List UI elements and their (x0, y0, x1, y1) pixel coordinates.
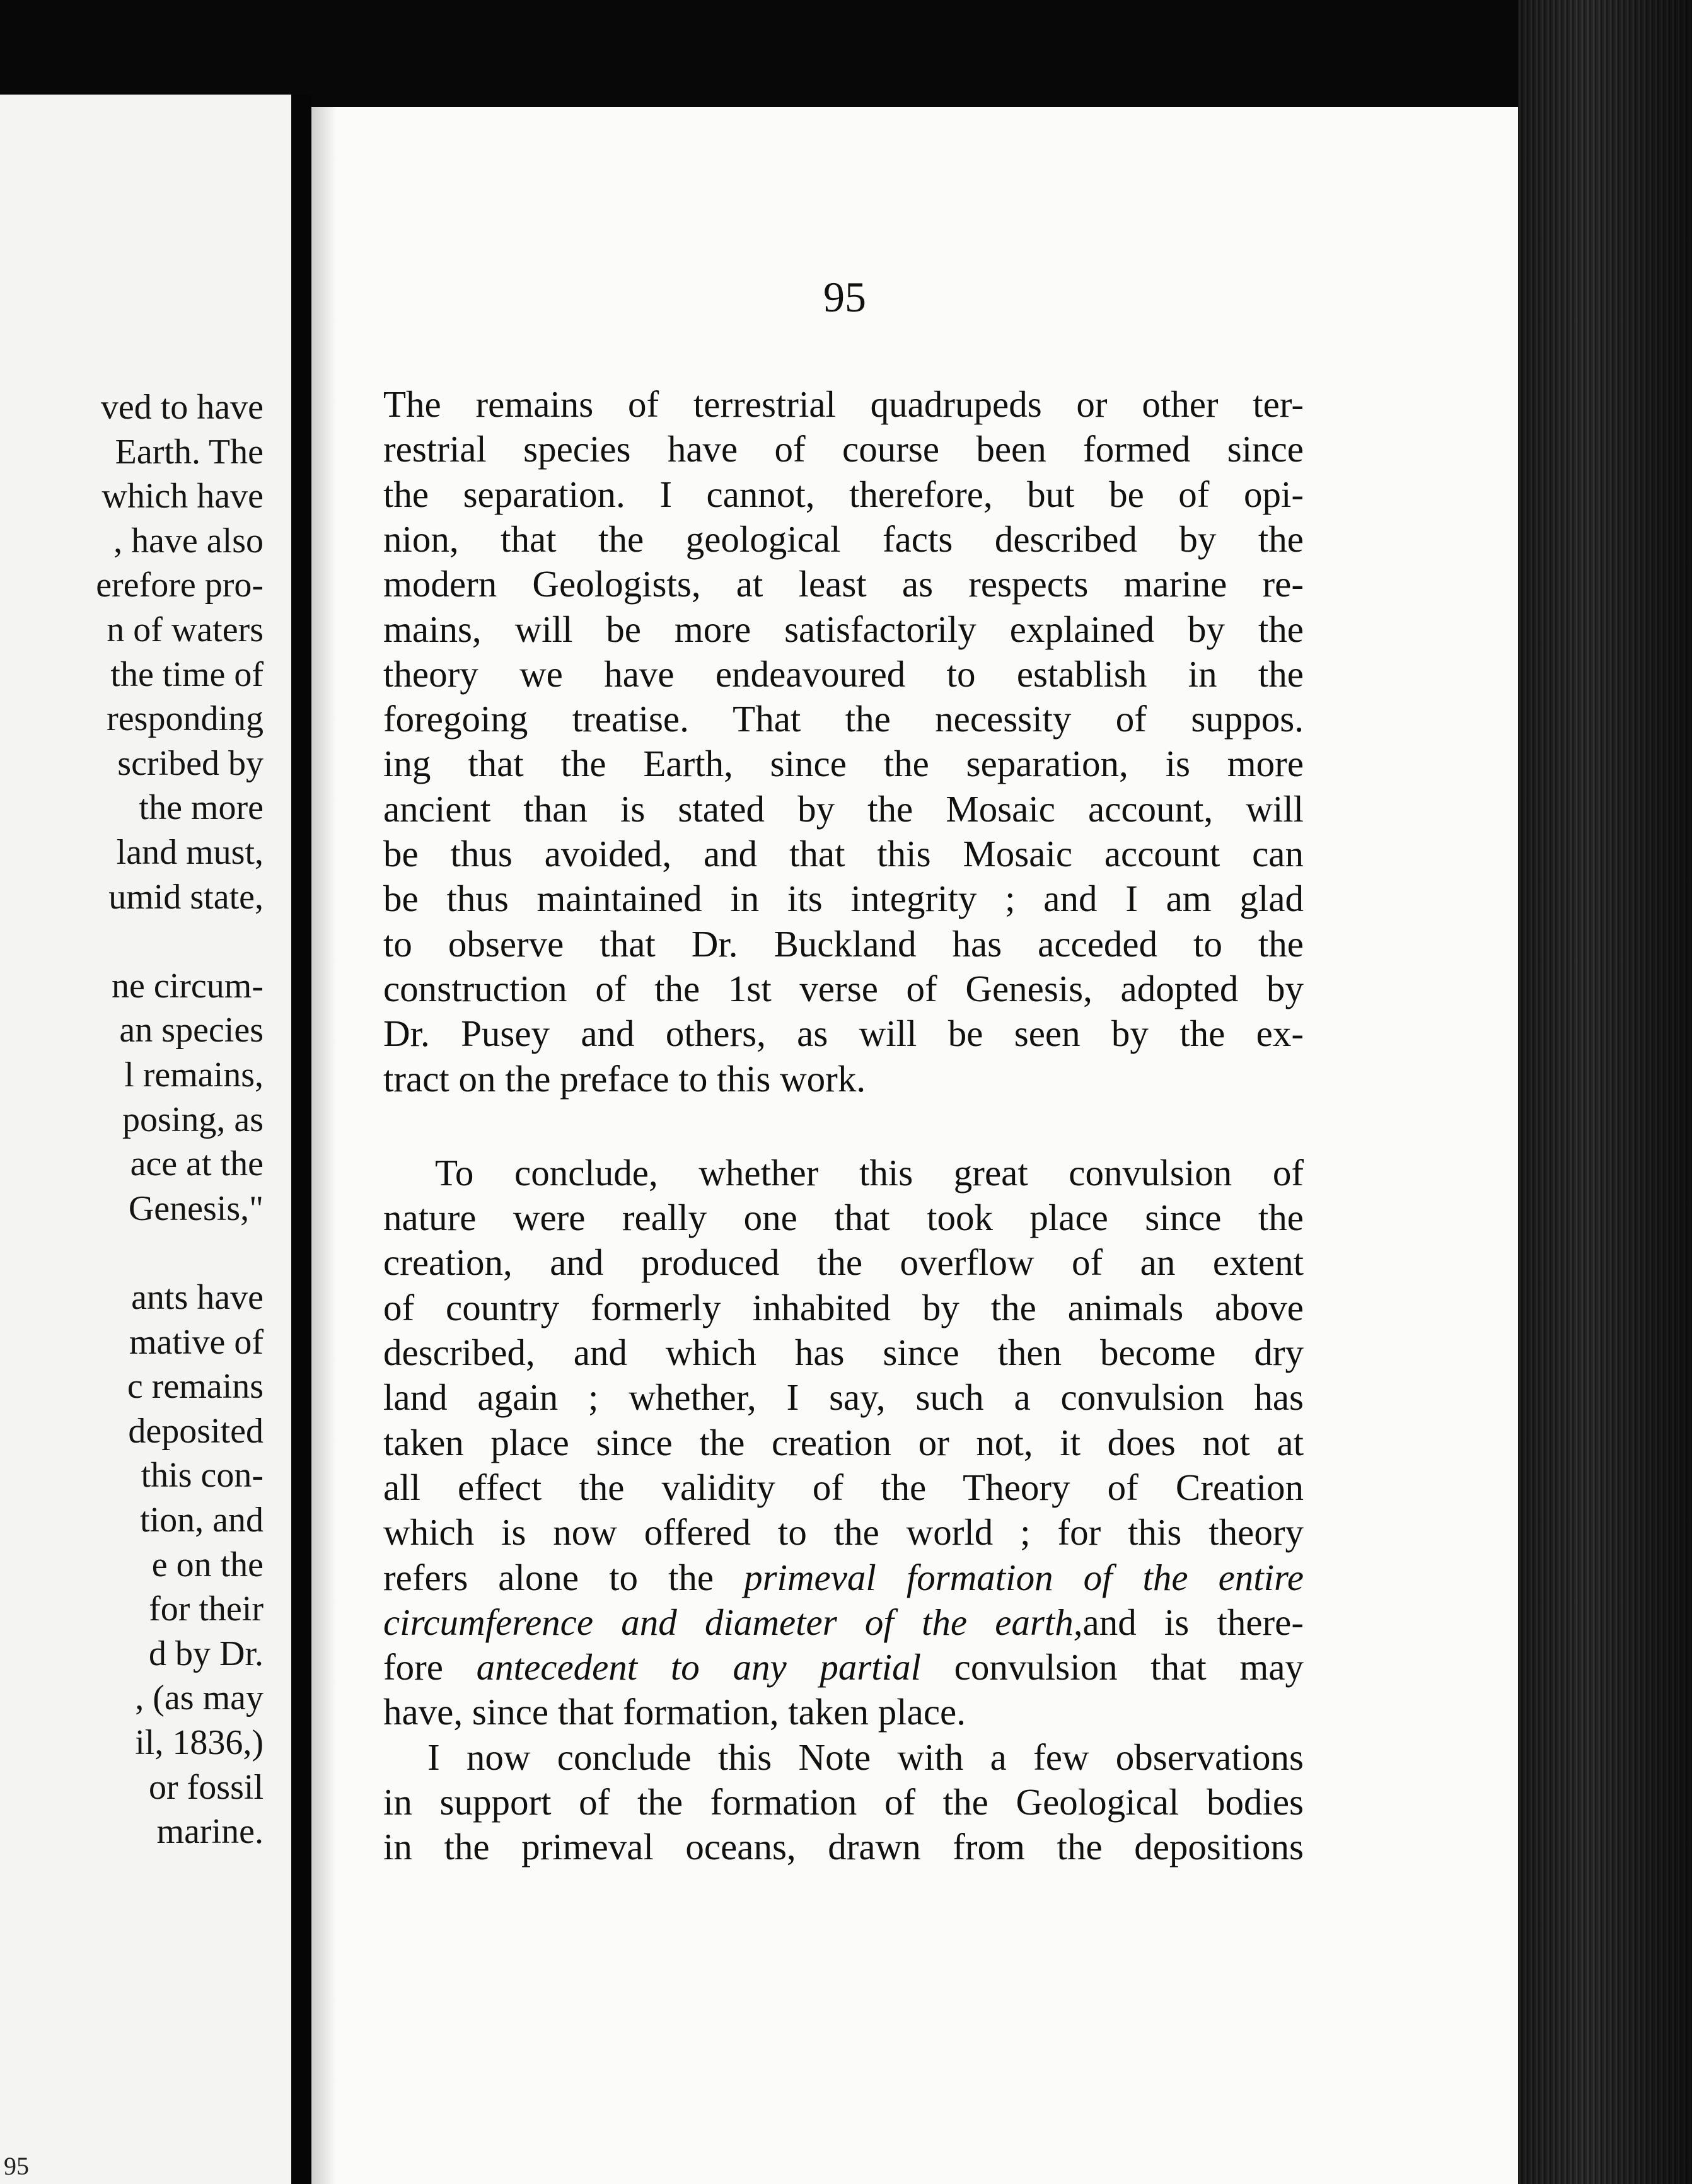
body-line: To conclude, whether this great convulsion of (435, 1151, 1304, 1194)
body-line (383, 1645, 1304, 1689)
left-page-line: e on the (151, 1545, 264, 1584)
left-page-line: , (as may (135, 1678, 264, 1718)
left-facing-page (0, 95, 291, 2184)
book-gutter (291, 95, 311, 2184)
body-line (383, 1555, 1304, 1600)
body-line: land again ; whether, I say, such a convulsion has (383, 1376, 1304, 1419)
left-page-bottom-mark: 95 (4, 2152, 29, 2180)
page-shadow (311, 107, 337, 2184)
body-line: I now conclude this Note with a few observations (427, 1736, 1304, 1778)
body-line: be thus avoided, and that this Mosaic account can (383, 833, 1304, 874)
body-line: the separation. I cannot, therefore, but be of opi- (383, 473, 1304, 515)
left-page-line: umid state, (108, 877, 264, 917)
body-line: all effect the validity of the Theory of Creation (383, 1466, 1304, 1508)
body-line: in the primeval oceans, drawn from the depositions (383, 1826, 1304, 1868)
body-line: ancient than is stated by the Mosaic account, will (383, 787, 1304, 830)
left-page-line: Genesis," (128, 1188, 264, 1228)
body-line: tract on the preface to this work. (383, 1057, 866, 1100)
left-page-line: erefore pro- (96, 566, 264, 605)
left-page-line: , have also (113, 521, 264, 561)
body-line: in support of the formation of the Geological bodies (383, 1781, 1304, 1823)
left-page-line: land must, (116, 833, 264, 872)
left-page-line: scribed by (117, 743, 264, 783)
left-page-line: ne circum- (112, 966, 264, 1006)
body-line-text: and is there- (1082, 1601, 1304, 1643)
left-page-line: tion, and (140, 1501, 264, 1540)
left-page-line: ants have (131, 1278, 264, 1317)
body-line: of country formerly inhabited by the animals above (383, 1286, 1304, 1328)
left-page-line: posing, as (122, 1100, 264, 1139)
body-line-italic: primeval formation of the entire (744, 1556, 1304, 1598)
body-line-italic: antecedent to any partial (476, 1646, 921, 1688)
body-line: The remains of terrestrial quadrupeds or other ter- (383, 383, 1304, 425)
body-line: theory we have endeavoured to establish in the (383, 653, 1304, 695)
left-page-line: which have (101, 477, 264, 516)
left-page-line: this con- (141, 1456, 264, 1496)
left-page-line: Earth. The (115, 432, 264, 472)
body-line-text: convulsion that may (920, 1646, 1304, 1688)
body-line: have, since that formation, taken place. (383, 1691, 966, 1733)
body-line: described, and which has since then become dry (383, 1332, 1304, 1373)
left-page-line: c remains (127, 1367, 264, 1407)
page-number: 95 (823, 273, 866, 321)
left-page-line: the more (139, 788, 264, 828)
body-line: to observe that Dr. Buckland has acceded to the (383, 922, 1304, 965)
left-page-line: or fossil (149, 1767, 264, 1807)
body-line: construction of the 1st verse of Genesis, adopted by (383, 967, 1304, 1009)
body-line-text: fore (383, 1646, 477, 1688)
body-line-text: refers alone to the (383, 1556, 745, 1598)
body-line: modern Geologists, at least as respects marine re- (383, 563, 1304, 605)
body-line: Dr. Pusey and others, as will be seen by the ex- (383, 1013, 1304, 1055)
left-page-line: d by Dr. (149, 1634, 264, 1673)
left-page-line: an species (119, 1011, 264, 1050)
body-line: creation, and produced the overflow of an extent (383, 1241, 1304, 1284)
body-line: nion, that the geological facts described by the (383, 518, 1304, 560)
left-page-line: responding (107, 699, 264, 739)
left-page-line: deposited (128, 1411, 264, 1451)
body-line: be thus maintained in its integrity ; and I am glad (383, 878, 1304, 920)
left-page-line: ved to have (100, 388, 264, 427)
body-line: which is now offered to the world ; for this theory (383, 1511, 1304, 1554)
body-line-italic: circumference and diameter of the earth, (383, 1601, 1083, 1643)
book-edge-shade (1518, 0, 1692, 2184)
left-page-line: n of waters (107, 610, 264, 649)
body-line: ing that the Earth, since the separation, is more (383, 743, 1304, 785)
body-line: foregoing treatise. That the necessity of suppos. (383, 698, 1304, 740)
body-line: taken place since the creation or not, it does not at (383, 1421, 1304, 1463)
body-line: restrial species have of course been formed since (383, 428, 1304, 470)
left-page-line: il, 1836,) (135, 1723, 264, 1762)
left-page-line: mative of (129, 1322, 264, 1362)
body-line: nature were really one that took place since the (383, 1197, 1304, 1239)
body-line (383, 1600, 1304, 1644)
left-page-line: ace at the (130, 1144, 264, 1184)
left-page-line: for their (149, 1589, 264, 1629)
left-page-line: marine. (156, 1812, 264, 1852)
body-line: mains, will be more satisfactorily explained by the (383, 608, 1304, 650)
left-page-line: the time of (110, 654, 264, 694)
left-page-line: l remains, (124, 1055, 264, 1095)
